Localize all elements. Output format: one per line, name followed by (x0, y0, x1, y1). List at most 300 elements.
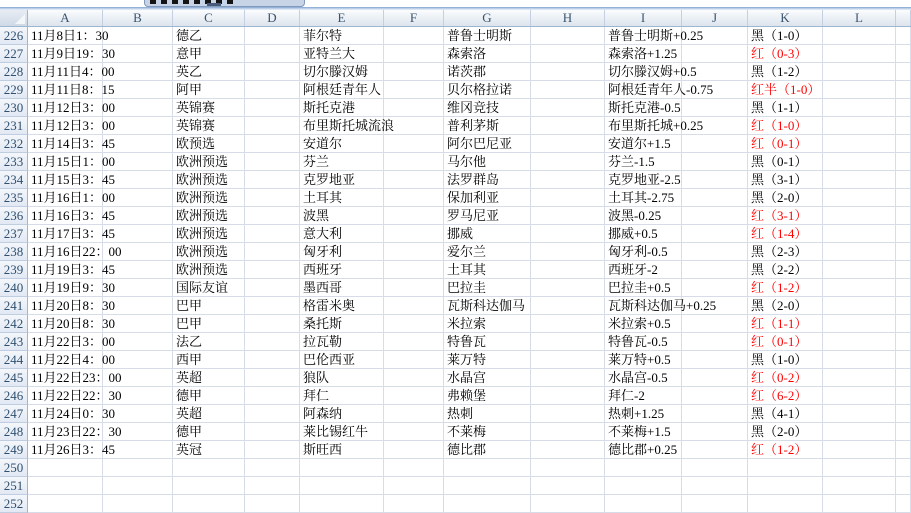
cell-H228[interactable] (531, 63, 605, 81)
cell-J242[interactable] (682, 315, 748, 333)
row-header-228[interactable]: 228 (0, 63, 28, 81)
cell-F240[interactable] (384, 279, 444, 297)
cell-D239[interactable] (245, 261, 300, 279)
cell-partial-251[interactable] (896, 477, 911, 495)
cell-G239[interactable] (444, 261, 531, 279)
cell-G232[interactable] (444, 135, 531, 153)
cell-H235[interactable] (531, 189, 605, 207)
cell-D247[interactable] (245, 405, 300, 423)
cell-E252[interactable] (300, 495, 384, 513)
cell-E242[interactable] (300, 315, 384, 333)
cell-G230[interactable] (444, 99, 531, 117)
cell-J251[interactable] (682, 477, 748, 495)
cell-C237[interactable] (173, 225, 245, 243)
column-header-K[interactable]: K (748, 10, 823, 26)
cell-K238[interactable] (748, 243, 823, 261)
cell-G243[interactable] (444, 333, 531, 351)
cell-E248[interactable] (300, 423, 384, 441)
cell-J246[interactable] (682, 387, 748, 405)
cell-D252[interactable] (245, 495, 300, 513)
cell-H237[interactable] (531, 225, 605, 243)
cell-G247[interactable] (444, 405, 531, 423)
cell-partial-227[interactable] (896, 45, 911, 63)
cell-H242[interactable] (531, 315, 605, 333)
cell-C230[interactable] (173, 99, 245, 117)
cell-E231[interactable] (300, 117, 395, 135)
row-header-248[interactable]: 248 (0, 423, 28, 441)
row-header-231[interactable]: 231 (0, 117, 28, 135)
cell-L247[interactable] (823, 405, 896, 423)
cell-C232[interactable] (173, 135, 245, 153)
cell-E232[interactable] (300, 135, 384, 153)
cell-E240[interactable] (300, 279, 384, 297)
column-header-C[interactable]: C (173, 10, 245, 26)
cell-partial-241[interactable] (896, 297, 911, 315)
cell-H243[interactable] (531, 333, 605, 351)
cell-F241[interactable] (384, 297, 444, 315)
cell-D241[interactable] (245, 297, 300, 315)
cell-A232[interactable] (28, 135, 116, 153)
cell-E236[interactable] (300, 207, 384, 225)
cell-partial-252[interactable] (896, 495, 911, 513)
cell-D227[interactable] (245, 45, 300, 63)
cell-partial-244[interactable] (896, 351, 911, 369)
cell-C245[interactable] (173, 369, 245, 387)
cell-L245[interactable] (823, 369, 896, 387)
row-header-240[interactable]: 240 (0, 279, 28, 297)
cell-C233[interactable] (173, 153, 245, 171)
cell-A250[interactable] (28, 459, 103, 477)
cell-L248[interactable] (823, 423, 896, 441)
cell-partial-250[interactable] (896, 459, 911, 477)
cell-G249[interactable] (444, 441, 531, 459)
cell-I242[interactable] (605, 315, 682, 333)
cell-F233[interactable] (384, 153, 444, 171)
cell-K230[interactable] (748, 99, 823, 117)
cell-A247[interactable] (28, 405, 116, 423)
cell-partial-247[interactable] (896, 405, 911, 423)
cell-partial-228[interactable] (896, 63, 911, 81)
cell-F226[interactable] (384, 27, 444, 45)
cell-L240[interactable] (823, 279, 896, 297)
cell-H241[interactable] (531, 297, 605, 315)
cell-E233[interactable] (300, 153, 384, 171)
cell-I249[interactable] (605, 441, 682, 459)
cell-K244[interactable] (748, 351, 823, 369)
cell-partial-233[interactable] (896, 153, 911, 171)
cell-G229[interactable] (444, 81, 531, 99)
cell-A251[interactable] (28, 477, 103, 495)
cell-C243[interactable] (173, 333, 245, 351)
cell-L230[interactable] (823, 99, 896, 117)
cell-I238[interactable] (605, 243, 682, 261)
row-header-247[interactable]: 247 (0, 405, 28, 423)
cell-K227[interactable] (748, 45, 823, 63)
cell-F239[interactable] (384, 261, 444, 279)
cell-B226[interactable] (103, 27, 173, 45)
cell-I229[interactable] (605, 81, 714, 99)
cell-E244[interactable] (300, 351, 384, 369)
cell-H230[interactable] (531, 99, 605, 117)
cell-G234[interactable] (444, 171, 531, 189)
cell-D250[interactable] (245, 459, 300, 477)
row-header-241[interactable]: 241 (0, 297, 28, 315)
cell-H246[interactable] (531, 387, 605, 405)
cell-H234[interactable] (531, 171, 605, 189)
cell-L234[interactable] (823, 171, 896, 189)
cell-L243[interactable] (823, 333, 896, 351)
cell-D229[interactable] (245, 81, 300, 99)
cell-K251[interactable] (748, 477, 823, 495)
row-header-230[interactable]: 230 (0, 99, 28, 117)
cell-partial-236[interactable] (896, 207, 911, 225)
row-header-245[interactable]: 245 (0, 369, 28, 387)
cell-F248[interactable] (384, 423, 444, 441)
cell-E229[interactable] (300, 81, 384, 99)
cell-F243[interactable] (384, 333, 444, 351)
row-header-251[interactable]: 251 (0, 477, 28, 495)
cell-G244[interactable] (444, 351, 531, 369)
cell-I227[interactable] (605, 45, 682, 63)
cell-G241[interactable] (444, 297, 531, 315)
cell-H233[interactable] (531, 153, 605, 171)
cell-H240[interactable] (531, 279, 605, 297)
cell-G233[interactable] (444, 153, 531, 171)
cell-K226[interactable] (748, 27, 823, 45)
cell-H251[interactable] (531, 477, 605, 495)
cell-E247[interactable] (300, 405, 384, 423)
cell-H232[interactable] (531, 135, 605, 153)
cell-A242[interactable] (28, 315, 116, 333)
cell-L237[interactable] (823, 225, 896, 243)
column-header-B[interactable]: B (103, 10, 173, 26)
cell-J243[interactable] (682, 333, 748, 351)
cell-A246[interactable] (28, 387, 122, 405)
cell-L226[interactable] (823, 27, 896, 45)
column-header-F[interactable]: F (384, 10, 444, 26)
column-header-E[interactable]: E (300, 10, 384, 26)
cell-G227[interactable] (444, 45, 531, 63)
cell-A239[interactable] (28, 261, 116, 279)
cell-H239[interactable] (531, 261, 605, 279)
cell-H249[interactable] (531, 441, 605, 459)
cell-F235[interactable] (384, 189, 444, 207)
cell-I230[interactable] (605, 99, 682, 117)
cell-J230[interactable] (682, 99, 748, 117)
cell-partial-235[interactable] (896, 189, 911, 207)
cell-C229[interactable] (173, 81, 245, 99)
cell-A237[interactable] (28, 225, 116, 243)
cell-partial-238[interactable] (896, 243, 911, 261)
cell-I237[interactable] (605, 225, 682, 243)
cell-F227[interactable] (384, 45, 444, 63)
cell-A248[interactable] (28, 423, 122, 441)
cell-E239[interactable] (300, 261, 384, 279)
cell-E246[interactable] (300, 387, 384, 405)
cell-E249[interactable] (300, 441, 384, 459)
cell-G240[interactable] (444, 279, 531, 297)
cell-partial-240[interactable] (896, 279, 911, 297)
cell-F252[interactable] (384, 495, 444, 513)
cell-H245[interactable] (531, 369, 605, 387)
cell-H250[interactable] (531, 459, 605, 477)
cell-L232[interactable] (823, 135, 896, 153)
cell-H227[interactable] (531, 45, 605, 63)
cell-F228[interactable] (384, 63, 444, 81)
cell-G231[interactable] (444, 117, 531, 135)
cell-C239[interactable] (173, 261, 245, 279)
cell-E234[interactable] (300, 171, 384, 189)
cell-D242[interactable] (245, 315, 300, 333)
cell-B250[interactable] (103, 459, 173, 477)
cell-H226[interactable] (531, 27, 605, 45)
cell-A229[interactable] (28, 81, 115, 99)
cell-I239[interactable] (605, 261, 682, 279)
cell-G228[interactable] (444, 63, 531, 81)
cell-D232[interactable] (245, 135, 300, 153)
cell-K250[interactable] (748, 459, 823, 477)
cell-C227[interactable] (173, 45, 245, 63)
cell-E250[interactable] (300, 459, 384, 477)
cell-L239[interactable] (823, 261, 896, 279)
cell-C244[interactable] (173, 351, 245, 369)
cell-F245[interactable] (384, 369, 444, 387)
cell-partial-246[interactable] (896, 387, 911, 405)
cell-D228[interactable] (245, 63, 300, 81)
cell-F238[interactable] (384, 243, 444, 261)
cell-H252[interactable] (531, 495, 605, 513)
cell-I232[interactable] (605, 135, 682, 153)
row-header-232[interactable]: 232 (0, 135, 28, 153)
cell-G252[interactable] (444, 495, 531, 513)
column-header-partial[interactable] (896, 10, 911, 26)
cell-F229[interactable] (384, 81, 444, 99)
cell-F246[interactable] (384, 387, 444, 405)
cell-F250[interactable] (384, 459, 444, 477)
cell-F230[interactable] (384, 99, 444, 117)
cell-A244[interactable] (28, 351, 116, 369)
cell-partial-229[interactable] (896, 81, 911, 99)
column-header-J[interactable]: J (682, 10, 748, 26)
cell-J235[interactable] (682, 189, 748, 207)
cell-E238[interactable] (300, 243, 384, 261)
cell-L236[interactable] (823, 207, 896, 225)
cell-K252[interactable] (748, 495, 823, 513)
row-header-233[interactable]: 233 (0, 153, 28, 171)
cell-H247[interactable] (531, 405, 605, 423)
cell-C252[interactable] (173, 495, 245, 513)
column-header-A[interactable]: A (28, 10, 103, 26)
cell-A249[interactable] (28, 441, 116, 459)
cell-J234[interactable] (682, 171, 748, 189)
cell-K232[interactable] (748, 135, 823, 153)
cell-I234[interactable] (605, 171, 682, 189)
cell-partial-245[interactable] (896, 369, 911, 387)
cell-H236[interactable] (531, 207, 605, 225)
cell-A227[interactable] (28, 45, 116, 63)
cell-J240[interactable] (682, 279, 748, 297)
cell-K246[interactable] (748, 387, 823, 405)
cell-C246[interactable] (173, 387, 245, 405)
cell-partial-232[interactable] (896, 135, 911, 153)
cell-K235[interactable] (748, 189, 823, 207)
cell-I244[interactable] (605, 351, 682, 369)
cell-J227[interactable] (682, 45, 748, 63)
cell-H248[interactable] (531, 423, 605, 441)
cell-L238[interactable] (823, 243, 896, 261)
row-header-229[interactable]: 229 (0, 81, 28, 99)
cell-I247[interactable] (605, 405, 682, 423)
cell-F242[interactable] (384, 315, 444, 333)
cell-D248[interactable] (245, 423, 300, 441)
cell-C242[interactable] (173, 315, 245, 333)
cell-D244[interactable] (245, 351, 300, 369)
row-header-238[interactable]: 238 (0, 243, 28, 261)
cell-A236[interactable] (28, 207, 116, 225)
cell-L252[interactable] (823, 495, 896, 513)
cell-K243[interactable] (748, 333, 823, 351)
cell-A233[interactable] (28, 153, 116, 171)
cell-C231[interactable] (173, 117, 245, 135)
cell-I241[interactable] (605, 297, 717, 315)
cell-I231[interactable] (605, 117, 704, 135)
cell-K228[interactable] (748, 63, 823, 81)
cell-C228[interactable] (173, 63, 245, 81)
cell-K248[interactable] (748, 423, 823, 441)
cell-I246[interactable] (605, 387, 682, 405)
cell-D226[interactable] (245, 27, 300, 45)
cell-partial-234[interactable] (896, 171, 911, 189)
cell-K234[interactable] (748, 171, 823, 189)
cell-A241[interactable] (28, 297, 116, 315)
cell-E245[interactable] (300, 369, 384, 387)
row-header-252[interactable]: 252 (0, 495, 28, 513)
row-header-239[interactable]: 239 (0, 261, 28, 279)
cell-B252[interactable] (103, 495, 173, 513)
cell-D237[interactable] (245, 225, 300, 243)
row-header-249[interactable]: 249 (0, 441, 28, 459)
cell-E243[interactable] (300, 333, 384, 351)
cell-C240[interactable] (173, 279, 245, 297)
cell-I252[interactable] (605, 495, 682, 513)
cell-E241[interactable] (300, 297, 384, 315)
cell-K231[interactable] (748, 117, 823, 135)
cell-partial-237[interactable] (896, 225, 911, 243)
cell-G235[interactable] (444, 189, 531, 207)
cell-F251[interactable] (384, 477, 444, 495)
cell-J236[interactable] (682, 207, 748, 225)
cell-G245[interactable] (444, 369, 531, 387)
cell-G236[interactable] (444, 207, 531, 225)
cell-A228[interactable] (28, 63, 115, 81)
cell-partial-249[interactable] (896, 441, 911, 459)
cell-B251[interactable] (103, 477, 173, 495)
select-all-corner[interactable] (0, 10, 28, 26)
cell-C238[interactable] (173, 243, 245, 261)
cell-K240[interactable] (748, 279, 823, 297)
cell-E228[interactable] (300, 63, 384, 81)
cell-D230[interactable] (245, 99, 300, 117)
cell-K242[interactable] (748, 315, 823, 333)
cell-J249[interactable] (682, 441, 748, 459)
row-header-243[interactable]: 243 (0, 333, 28, 351)
cell-J247[interactable] (682, 405, 748, 423)
column-header-I[interactable]: I (605, 10, 682, 26)
cell-I251[interactable] (605, 477, 682, 495)
cell-D249[interactable] (245, 441, 300, 459)
cell-F237[interactable] (384, 225, 444, 243)
cell-partial-248[interactable] (896, 423, 911, 441)
cell-I233[interactable] (605, 153, 682, 171)
cell-J252[interactable] (682, 495, 748, 513)
cell-J232[interactable] (682, 135, 748, 153)
cell-H229[interactable] (531, 81, 605, 99)
cell-L250[interactable] (823, 459, 896, 477)
column-header-D[interactable]: D (245, 10, 300, 26)
cell-K249[interactable] (748, 441, 823, 459)
cell-L231[interactable] (823, 117, 896, 135)
cell-G237[interactable] (444, 225, 531, 243)
row-header-235[interactable]: 235 (0, 189, 28, 207)
cell-partial-243[interactable] (896, 333, 911, 351)
row-header-236[interactable]: 236 (0, 207, 28, 225)
column-header-L[interactable]: L (823, 10, 896, 26)
cell-H231[interactable] (531, 117, 605, 135)
cell-K247[interactable] (748, 405, 823, 423)
cell-I243[interactable] (605, 333, 682, 351)
cell-L244[interactable] (823, 351, 896, 369)
row-header-244[interactable]: 244 (0, 351, 28, 369)
cell-E226[interactable] (300, 27, 384, 45)
column-header-G[interactable]: G (444, 10, 531, 26)
cell-A252[interactable] (28, 495, 103, 513)
cell-A238[interactable] (28, 243, 122, 261)
cell-K229[interactable] (748, 81, 823, 99)
cell-F247[interactable] (384, 405, 444, 423)
cell-J250[interactable] (682, 459, 748, 477)
cell-C226[interactable] (173, 27, 245, 45)
cell-A245[interactable] (28, 369, 122, 387)
cell-D243[interactable] (245, 333, 300, 351)
cell-L233[interactable] (823, 153, 896, 171)
cell-I228[interactable] (605, 63, 697, 81)
cell-I240[interactable] (605, 279, 682, 297)
row-header-250[interactable]: 250 (0, 459, 28, 477)
cell-C247[interactable] (173, 405, 245, 423)
cell-C241[interactable] (173, 297, 245, 315)
cell-partial-230[interactable] (896, 99, 911, 117)
cell-A234[interactable] (28, 171, 116, 189)
cell-I245[interactable] (605, 369, 682, 387)
cell-L241[interactable] (823, 297, 896, 315)
cell-E251[interactable] (300, 477, 384, 495)
cell-D240[interactable] (245, 279, 300, 297)
cell-C234[interactable] (173, 171, 245, 189)
row-header-234[interactable]: 234 (0, 171, 28, 189)
cell-partial-242[interactable] (896, 315, 911, 333)
cell-I226[interactable] (605, 27, 704, 45)
cell-L229[interactable] (823, 81, 896, 99)
cell-F234[interactable] (384, 171, 444, 189)
cell-D233[interactable] (245, 153, 300, 171)
cell-K236[interactable] (748, 207, 823, 225)
cell-C251[interactable] (173, 477, 245, 495)
cell-C248[interactable] (173, 423, 245, 441)
cell-I235[interactable] (605, 189, 682, 207)
row-header-242[interactable]: 242 (0, 315, 28, 333)
cell-G250[interactable] (444, 459, 531, 477)
cell-G246[interactable] (444, 387, 531, 405)
